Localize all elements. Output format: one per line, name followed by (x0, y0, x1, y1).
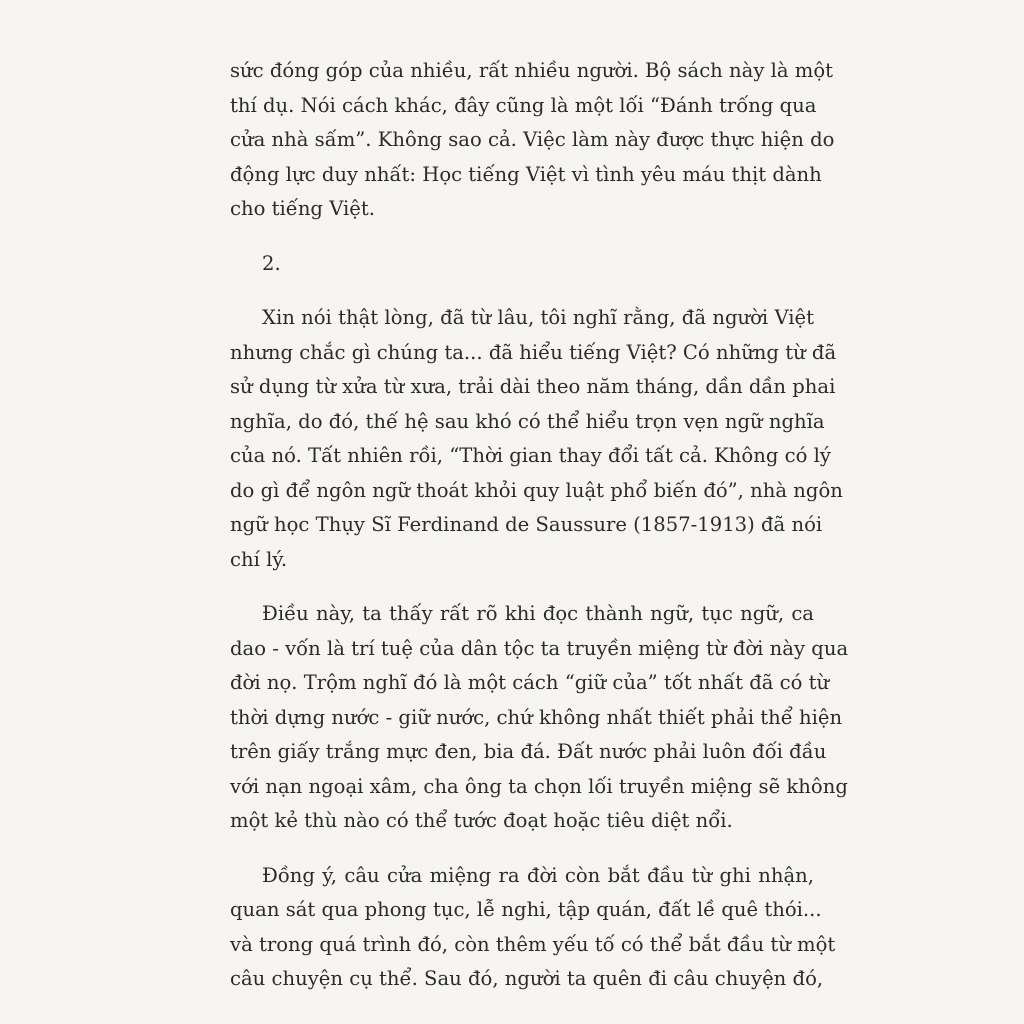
text-line: và trong quá trình đó, còn thêm yếu tố có thể bắt đầu từ một (230, 932, 836, 956)
text-line: cửa nhà sấm”. Không sao cả. Việc làm này được thực hiện do (230, 128, 835, 151)
text-line: sử dụng từ xửa từ xưa, trải dài theo năm tháng, dần dần phai (230, 375, 836, 398)
paragraph-4 (230, 859, 836, 997)
section-number: 2. (262, 251, 281, 275)
text-line: sức đóng góp của nhiều, rất nhiều người. Bộ sách này là một (230, 59, 834, 82)
text-line: dao - vốn là trí tuệ của dân tộc ta truyền miệng từ đời này qua (230, 636, 849, 660)
text-line: ngữ học Thụy Sĩ Ferdinand de Saussure (1857-1913) đã nói (230, 513, 823, 536)
text-line: quan sát qua phong tục, lễ nghi, tập quán, đất lề quê thói... (230, 898, 822, 921)
text-line: cho tiếng Việt. (230, 197, 375, 220)
text-line: một kẻ thù nào có thể tước đoạt hoặc tiêu diệt nổi. (230, 809, 733, 832)
text-line: Xin nói thật lòng, đã từ lâu, tôi nghĩ rằng, đã người Việt (262, 306, 814, 329)
text-line: động lực duy nhất: Học tiếng Việt vì tình yêu máu thịt dành (230, 162, 822, 186)
text-line: nhưng chắc gì chúng ta... đã hiểu tiếng Việt? Có những từ đã (230, 340, 837, 364)
text-line: chí lý. (230, 547, 288, 571)
text-line: Điều này, ta thấy rất rõ khi đọc thành ngữ, tục ngữ, ca (262, 602, 814, 625)
text-line: câu chuyện cụ thể. Sau đó, người ta quên đi câu chuyện đó, (230, 967, 824, 990)
paragraph-3 (230, 597, 849, 839)
text-line: nghĩa, do đó, thế hệ sau khó có thể hiểu trọn vẹn ngữ nghĩa (230, 409, 825, 433)
text-line: với nạn ngoại xâm, cha ông ta chọn lối truyền miệng sẽ không (230, 774, 848, 798)
text-line: Đồng ý, câu cửa miệng ra đời còn bắt đầu từ ghi nhận, (262, 863, 814, 887)
paragraph-2 (230, 301, 843, 577)
text-line: do gì để ngôn ngữ thoát khỏi quy luật phổ biến đó”, nhà ngôn (230, 478, 843, 502)
text-line: của nó. Tất nhiên rồi, “Thời gian thay đổi tất cả. Không có lý (230, 444, 831, 467)
paragraph-1 (230, 54, 835, 227)
spacer (230, 577, 814, 597)
spacer (230, 839, 814, 859)
spacer (230, 281, 814, 301)
page-text (230, 54, 849, 997)
text-line: thời dựng nước - giữ nước, chứ không nhất thiết phải thể hiện (230, 705, 843, 729)
text-line: đời nọ. Trộm nghĩ đó là một cách “giữ của” tốt nhất đã có từ (230, 671, 830, 694)
text-line: trên giấy trắng mực đen, bia đá. Đất nước phải luôn đối đầu (230, 740, 827, 763)
text-line: thí dụ. Nói cách khác, đây cũng là một lối “Đánh trống qua (230, 93, 817, 117)
spacer (230, 227, 814, 247)
